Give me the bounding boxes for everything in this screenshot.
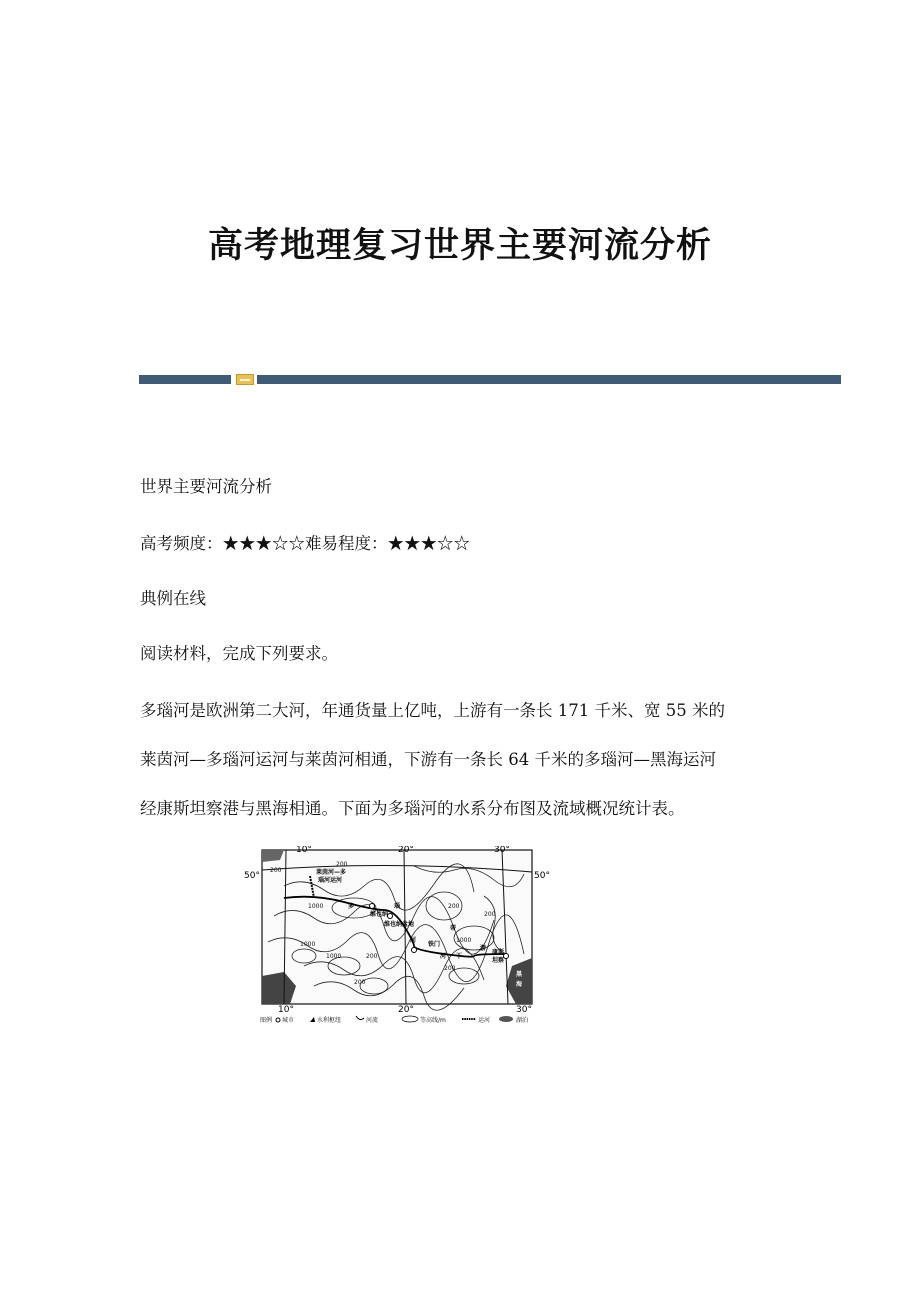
contour-label: 200 [354,979,366,986]
place-label: 河 [410,937,417,944]
place-label: 蒂 [450,925,457,932]
contour-label: 200 [336,861,348,868]
city-marker [504,954,509,959]
contour-label: 200 [366,953,378,960]
lon-label: 30° [516,1005,532,1015]
lat-label: 50° [534,871,550,881]
city-marker [412,948,417,953]
divider-emblem-icon [236,374,254,385]
place-label: 河 [440,953,447,960]
map-legend [260,1016,528,1024]
contour-label: 1000 [308,903,324,910]
contour-label: 1000 [456,937,472,944]
legend-prefix: 图例 [260,1017,273,1024]
place-label: 莱茵河—多 [316,869,347,876]
place-label: 海 [516,981,523,988]
divider-bar-right [257,375,841,384]
legend-lake: 湖泊 [516,1017,529,1024]
lon-label: 20° [398,846,414,855]
place-label: 坦察 [492,957,505,964]
paragraph-line: 多瑙河是欧洲第二大河，年通货量上亿吨，上游有一条长 171 千米、宽 55 米的 [140,701,725,720]
contour-label: 200 [448,903,460,910]
place-label: 黑 [516,971,523,978]
city-marker [370,904,375,909]
lon-label: 30° [494,846,510,855]
place-label: 维也纳 [370,911,389,918]
legend-river: 河流 [366,1017,379,1024]
place-label: 铁门 [428,941,441,948]
legend-contour: 等高线/m [420,1017,446,1024]
section-heading: 世界主要河流分析 [140,477,272,496]
difficulty-line: 高考频度：★★★☆☆难易程度：★★★☆☆ [140,534,470,553]
danube-basin-map [244,846,550,1024]
lon-label: 10° [296,846,312,855]
place-label: 康斯 [492,949,505,956]
instruction-text: 阅读材料，完成下列要求。 [140,644,338,663]
contour-label: 1000 [300,941,316,948]
contour-label: 1000 [326,953,342,960]
city-marker [388,914,393,919]
place-label: 多 [348,903,355,910]
paragraph-line: 莱茵河—多瑙河运河与莱茵河相通，下游有一条长 64 千米的多瑙河—黑海运河 [140,750,716,769]
legend-canal: 运河 [478,1017,491,1024]
place-label: 维也纳盆地 [384,921,415,928]
place-label: 游 [480,945,487,952]
lat-label: 50° [244,871,260,881]
title-divider [139,375,841,384]
page-title: 高考地理复习世界主要河流分析 [207,225,712,266]
contour-label: 200 [484,911,496,918]
contour-label: 200 [270,867,282,874]
place-label: 瑙河运河 [318,877,343,884]
paragraph-line: 经康斯坦察港与黑海相通。下面为多瑙河的水系分布图及流域概况统计表。 [140,799,685,818]
legend-dam: 水利枢纽 [317,1017,342,1024]
legend-city: 城市 [282,1017,295,1024]
divider-bar-left [139,375,231,384]
place-label: 下 [456,953,463,960]
place-label: 瑙 [394,903,401,910]
contour-label: 200 [444,965,456,972]
lon-label: 20° [398,1005,414,1015]
example-label: 典例在线 [140,589,206,608]
lon-label: 10° [278,1005,294,1015]
